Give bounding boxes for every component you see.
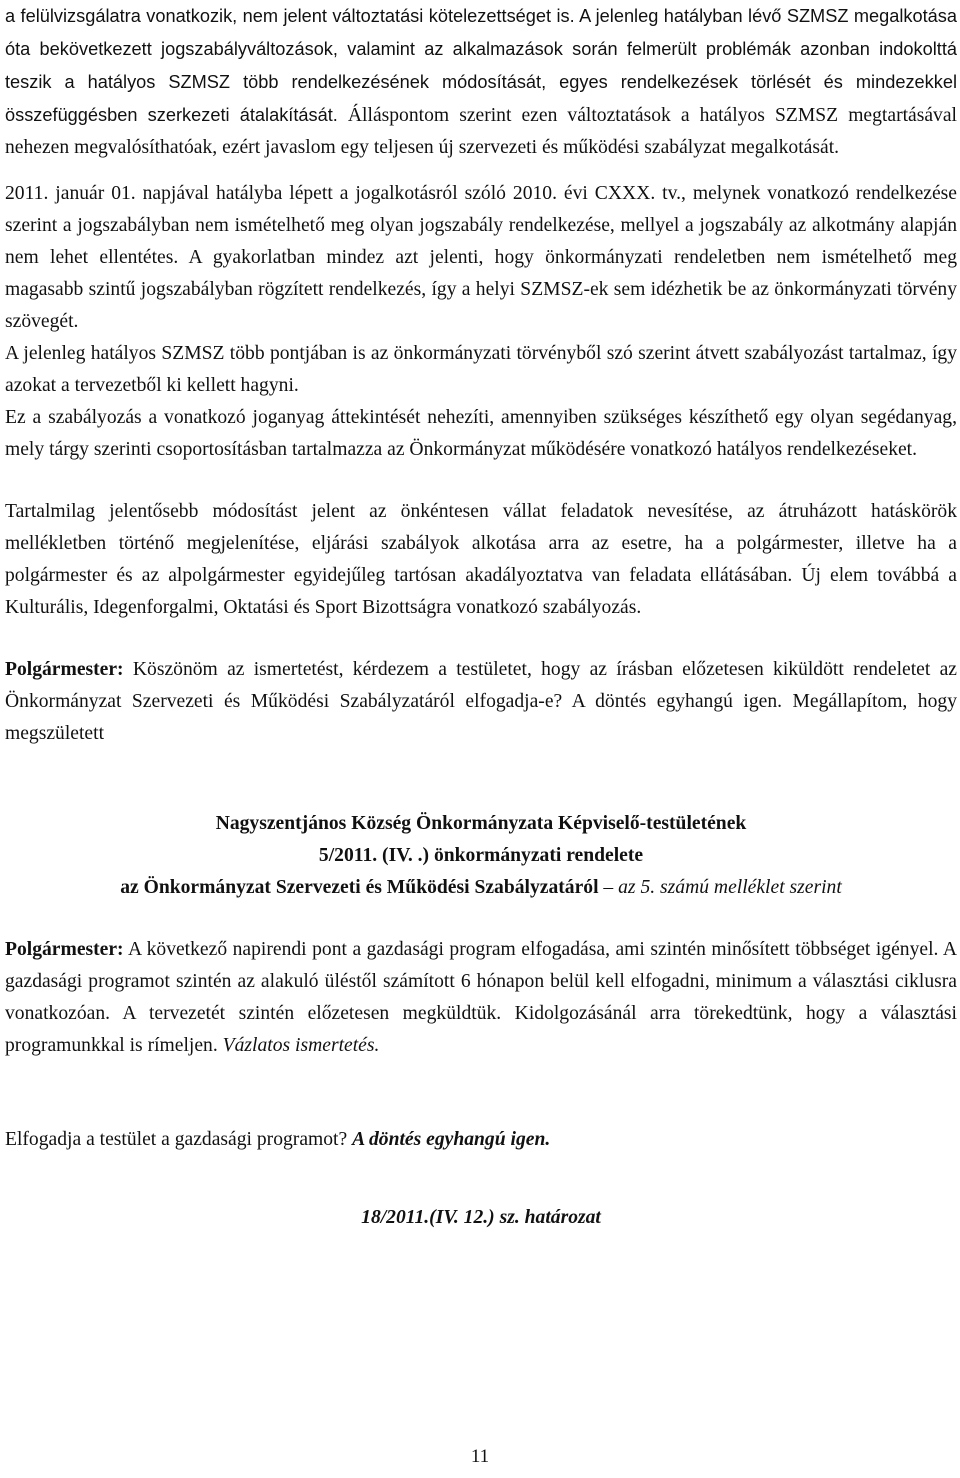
mayor-vote-text: Köszönöm az ismertetést, kérdezem a testületet, hogy az írásban előzetesen kiküldött rendeletet az Önkormányzat Szervezeti és Működési Szabályzatáról elfogadja-e? A döntés egyhangú igen. Megállapítom, hogy megszületett [5,659,957,744]
decree-annex-note: – az 5. számú melléklet szerint [598,877,842,898]
vote-question: Elfogadja a testület a gazdasági programot? A döntés egyhangú igen. [5,1129,551,1150]
speaker-label-2: Polgármester: [5,939,124,960]
paragraph-2011: 2011. január 01. napjával hatályba lépett a jogalkotásról szóló 2010. évi CXXX. tv., melynek vonatkozó rendelkezése szerint a jogszabályban nem ismételhető meg olyan jogszabály rendelkezése, mellyel a jogszabály az alkotmány alapján nem lehet ellentétes. A gyakorlatban mindez azt jelenti, hogy önkormányzati rendeletben nem ismételhető meg magasabb szintű jogszabályban rögzített rendelkezés, így a helyi SZMSZ-ek sem idézhetik be az önkormányzati törvény szövegét. [5,183,957,332]
decree-issuer: Nagyszentjános Község Önkormányzata Képviselő-testületének [215,813,747,834]
paragraph-ez: Ez a szabályozás a vonatkozó joganyag áttekintését nehezíti, amennyiben szükséges készíthető egy olyan segédanyag, mely tárgy szerinti csoportosításban tartalmazza az Önkormányzat működésére vonatkozó hatályos rendelkezéseket. [5,407,957,460]
intro-paragraph [5,0,957,164]
paragraph-jelenleg: A jelenleg hatályos SZMSZ több pontjában is az önkormányzati törvényből szó szerint átvett szabályozást tartalmaz, így azokat a tervezetből ki kellett hagyni. [5,343,957,396]
intro-sans-text: a felülvizsgálatra vonatkozik, nem jelent változtatási kötelezettséget is. A jelenleg hatályban lévő SZMSZ megalkotása óta bekövetkezett jogszabályváltozások, valamint az alkalmazások során felmerült problémák azonban indokolttá teszik a hatályos SZMSZ több rendelkezésének módosítását, egyes rendelkezések törlését és mindezekkel összefüggésben szerkezeti átalakítását. [5,6,957,125]
decree-number: 5/2011. (IV. .) önkormányzati rendelete [318,845,644,866]
document-page [5,0,957,1234]
page-number: 11 [470,1446,490,1467]
paragraph-tartalmilag: Tartalmilag jelentősebb módosítást jelent az önkéntesen vállat feladatok nevesítése, az átruházott hatáskörök mellékletben történő megjelenítése, eljárási szabályok alkotása arra az esetre, ha a polgármester, illetve ha a polgármester és az alpolgármester egyidejűleg tartósan akadályoztatva van feladata ellátásában. Új elem továbbá a Kulturális, Idegenforgalmi, Oktatási és Sport Bizottságra vonatkozó szabályozás. [5,501,957,618]
mayor-program-paragraph [5,934,957,1062]
speaker-label: Polgármester: [5,659,124,680]
vote-result: A döntés egyhangú igen. [352,1129,551,1150]
decree-title: az Önkormányzat Szervezeti és Működési Szabályzatáról – az 5. számú melléklet szerint [120,877,842,898]
resolution-heading: 18/2011.(IV. 12.) sz. határozat [361,1207,601,1228]
mayor-vote-paragraph [5,654,957,750]
sketch-note: Vázlatos ismertetés. [222,1035,380,1056]
mayor-program-text: A következő napirendi pont a gazdasági program elfogadása, ami szintén minősített többséget igényel. A gazdasági programot szintén az alakuló üléstől számított 6 hónapon belül kell elfogadni, minimum a választási ciklusra vonatkozóan. A tervezetét szintén előzetesen megküldtük. Kidolgozásánál arra törekedtünk, hogy a választási programunkkal is rímeljen. [5,939,957,1056]
intro-serif-text: Álláspontom szerint ezen változtatások a hatályos SZMSZ megtartásával nehezen megvalósíthatóak, ezért javaslom egy teljesen új szervezeti és működési szabályzat megalkotását. [5,105,957,158]
